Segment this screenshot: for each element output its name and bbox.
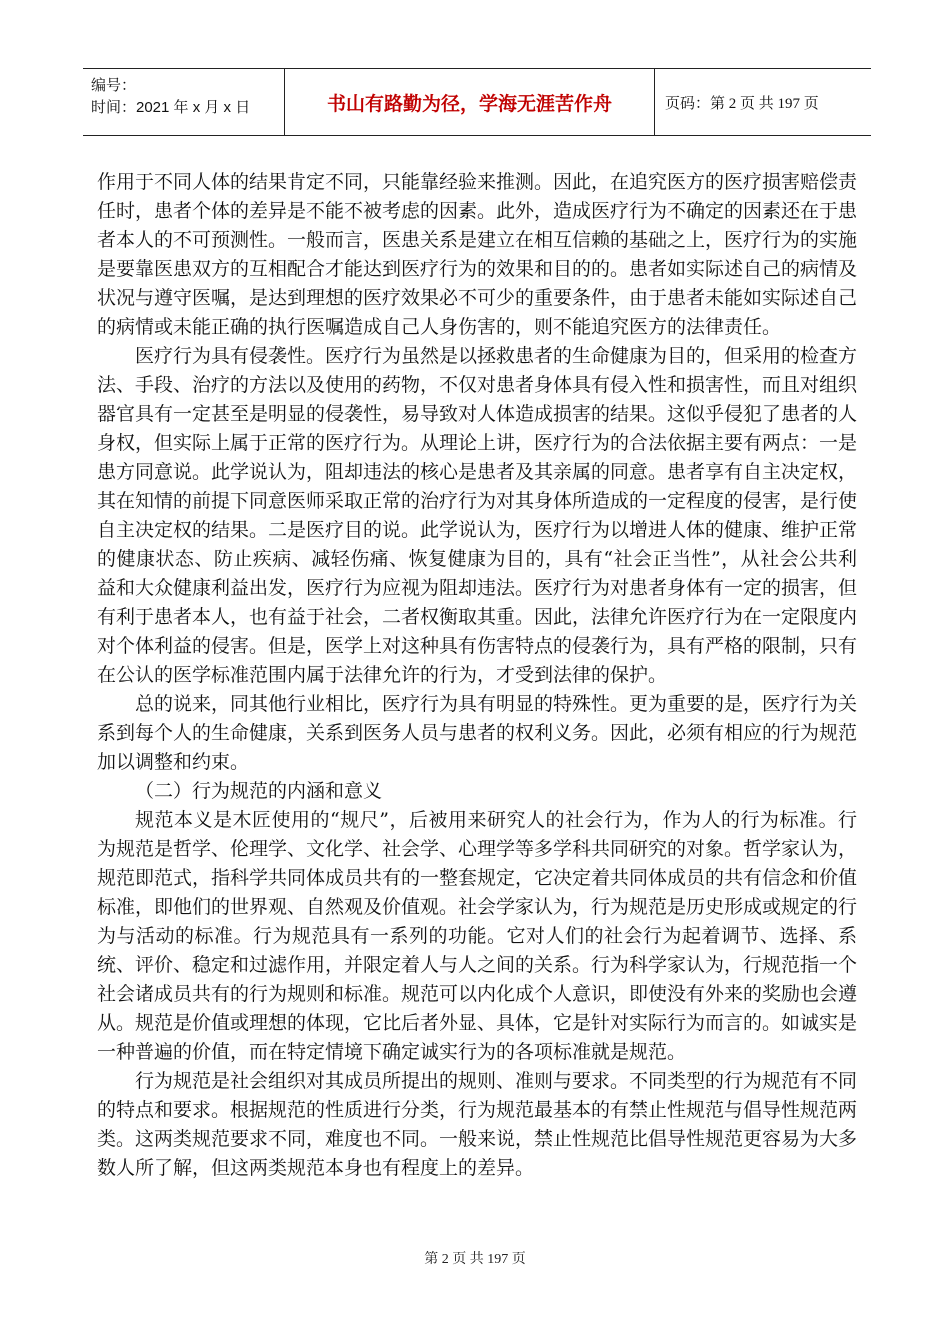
paragraph-3: 总的说来，同其他行业相比，医疗行为具有明显的特殊性。更为重要的是，医疗行为关系到每个人的生命健康，关系到医务人员与患者的权利义务。因此，必须有相应的行为规范加以调整和约束。 <box>97 693 858 773</box>
paragraph-4: 规范本义是木匠使用的“规尺”，后被用来研究人的社会行为，作为人的行为标准。行为规范是哲学、伦理学、文化学、社会学、心理学等多学科共同研究的对象。哲学家认为，规范即范式，指科学共同体成员共有的一整套规定，它决定着共同体成员的共有信念和价值标准，即他们的世界观、自然观及价值观。社会学家认为，行为规范是历史形成或规定的行为与活动的标准。行为规范具有一系列的功能。它对人们的社会行为起着调节、选择、系统、评价、稳定和过滤作用，并限定着人与人之间的关系。行为科学家认为，行规范指一个社会诸成员共有的行为规则和标准。规范可以内化成个人意识，即使没有外来的奖励也会遵从。规范是价值或理想的体现，它比后者外显、具体，它是针对实际行为而言的。如诚实是一种普遍的价值，而在特定情境下确定诚实行为的各项标准就是规范。 <box>97 809 858 1063</box>
document-body <box>97 168 857 1183</box>
number-label: 编号： <box>91 77 137 94</box>
paragraph-1: 作用于不同人体的结果肯定不同，只能靠经验来推测。因此，在追究医方的医疗损害赔偿责任时，患者个体的差异是不能不被考虑的因素。此外，造成医疗行为不确定的因素还在于患者本人的不可预测性。一般而言，医患关系是建立在相互信赖的基础之上，医疗行为的实施是要靠医患双方的互相配合才能达到医疗行为的效果和目的的。患者如实际述自己的病情及状况与遵守医嘱，是达到理想的医疗效果必不可少的重要条件，由于患者未能如实际述自己的病情或未能正确的执行医嘱造成自己人身伤害的，则不能追究医方的法律责任。 <box>97 171 858 338</box>
paragraph-2: 医疗行为具有侵袭性。医疗行为虽然是以拯救患者的生命健康为目的，但采用的检查方法、手段、治疗的方法以及使用的药物，不仅对患者身体具有侵入性和损害性，而且对组织器官具有一定甚至是明显的侵袭性，易导致对人体造成损害的结果。这似乎侵犯了患者的人身权，但实际上属于正常的医疗行为。从理论上讲，医疗行为的合法依据主要有两点：一是患方同意说。此学说认为，阻却违法的核心是患者及其亲属的同意。患者享有自主决定权，其在知情的前提下同意医师采取正常的治疗行为对其身体所造成的一定程度的侵害，是行使自主决定权的结果。二是医疗目的说。此学说认为，医疗行为以增进人体的健康、维护正常的健康状态、防止疾病、减轻伤痛、恢复健康为目的，具有“社会正当性”，从社会公共利益和大众健康利益出发，医疗行为应视为阻却违法。医疗行为对患者身体有一定的损害，但有利于患者本人，也有益于社会，二者权衡取其重。因此，法律允许医疗行为在一定限度内对个体利益的侵害。但是，医学上对这种具有伤害特点的侵袭行为，具有严格的限制，只有在公认的医学标准范围内属于法律允许的行为，才受到法律的保护。 <box>97 345 858 686</box>
paragraph-5: 行为规范是社会组织对其成员所提出的规则、准则与要求。不同类型的行为规范有不同的特点和要求。根据规范的性质进行分类，行为规范最基本的有禁止性规范与倡导性规范两类。这两类规范要求不同，难度也不同。一般来说，禁止性规范比倡导性规范更容易为大多数人所了解，但这两类规范本身也有程度上的差异。 <box>97 1070 858 1179</box>
page-footer: 第 2 页 共 197 页 <box>424 1252 526 1267</box>
time-label: 时间：2021 年 x 月 x 日 <box>91 99 251 116</box>
section-subheading: （二）行为规范的内涵和意义 <box>135 780 383 802</box>
page-header <box>83 68 871 136</box>
header-meta <box>83 69 285 135</box>
header-motto: 书山有路勤为径，学海无涯苦作舟 <box>285 69 655 135</box>
header-page-info: 页码：第 2 页 共 197 页 <box>665 95 819 112</box>
